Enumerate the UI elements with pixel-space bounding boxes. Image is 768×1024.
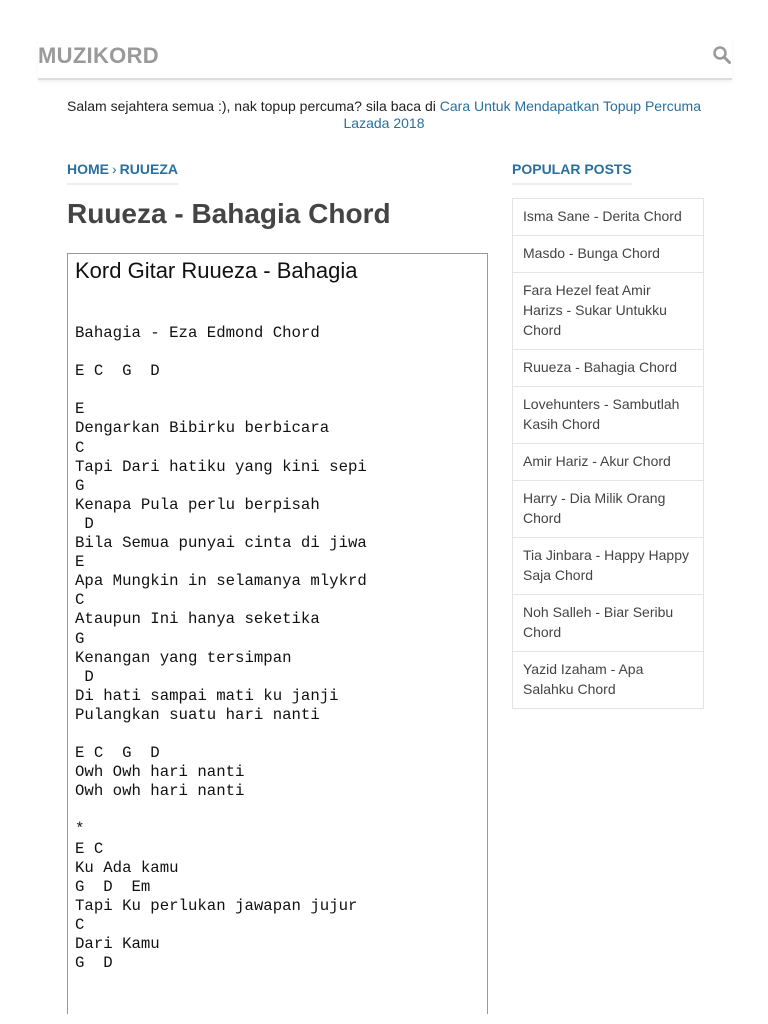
popular-post-item[interactable]: Fara Hezel feat Amir Harizs - Sukar Untukku Chord (513, 273, 703, 350)
breadcrumb-home[interactable]: HOME (67, 161, 109, 177)
notice-link[interactable]: Cara Untuk Mendapatkan Topup Percuma Lazada 2018 (343, 98, 701, 131)
popular-posts-list (512, 198, 704, 709)
topup-notice (60, 98, 708, 132)
notice-text: Salam sejahtera semua :), nak topup percuma? sila baca di (67, 98, 440, 114)
popular-post-item[interactable]: Ruueza - Bahagia Chord (513, 350, 703, 387)
popular-post-item[interactable]: Noh Salleh - Biar Seribu Chord (513, 595, 703, 652)
breadcrumb-separator: › (112, 161, 117, 177)
popular-post-item[interactable]: Masdo - Bunga Chord (513, 236, 703, 273)
page-title: Ruueza - Bahagia Chord (67, 198, 391, 229)
popular-post-item[interactable]: Isma Sane - Derita Chord (513, 199, 703, 236)
post-subtitle: Kord Gitar Ruueza - Bahagia (75, 258, 358, 283)
site-header (38, 38, 732, 80)
popular-posts-heading: POPULAR POSTS (512, 161, 632, 185)
site-logo[interactable]: MUZIKORD (38, 43, 159, 68)
popular-post-item[interactable]: Tia Jinbara - Happy Happy Saja Chord (513, 538, 703, 595)
search-button[interactable] (712, 45, 732, 65)
popular-post-item[interactable]: Amir Hariz - Akur Chord (513, 444, 703, 481)
search-icon (712, 45, 732, 65)
popular-post-item[interactable]: Lovehunters - Sambutlah Kasih Chord (513, 387, 703, 444)
breadcrumb-category[interactable]: RUUEZA (119, 161, 179, 177)
breadcrumb (67, 161, 178, 185)
chord-lyrics: Bahagia - Eza Edmond Chord E C G D E Dengarkan Bibirku berbicara C Tapi Dari hatiku yang kini sepi G Kenapa Pula perlu berpisah D Bila Semua punyai cinta di jiwa E Apa Mungkin in selamanya mlykrd C Ataupun Ini hanya seketika G Kenangan yang tersimpan D Di hati sampai mati ku janji Pulangkan suatu hari nanti E C G D Owh Owh hari nanti Owh owh hari nanti * E C Ku Ada kamu G D Em Tapi Ku perlukan jawapan jujur C Dari Kamu G D (75, 324, 367, 973)
popular-post-item[interactable]: Yazid Izaham - Apa Salahku Chord (513, 652, 703, 709)
post-content (67, 253, 488, 1014)
popular-post-item[interactable]: Harry - Dia Milik Orang Chord (513, 481, 703, 538)
